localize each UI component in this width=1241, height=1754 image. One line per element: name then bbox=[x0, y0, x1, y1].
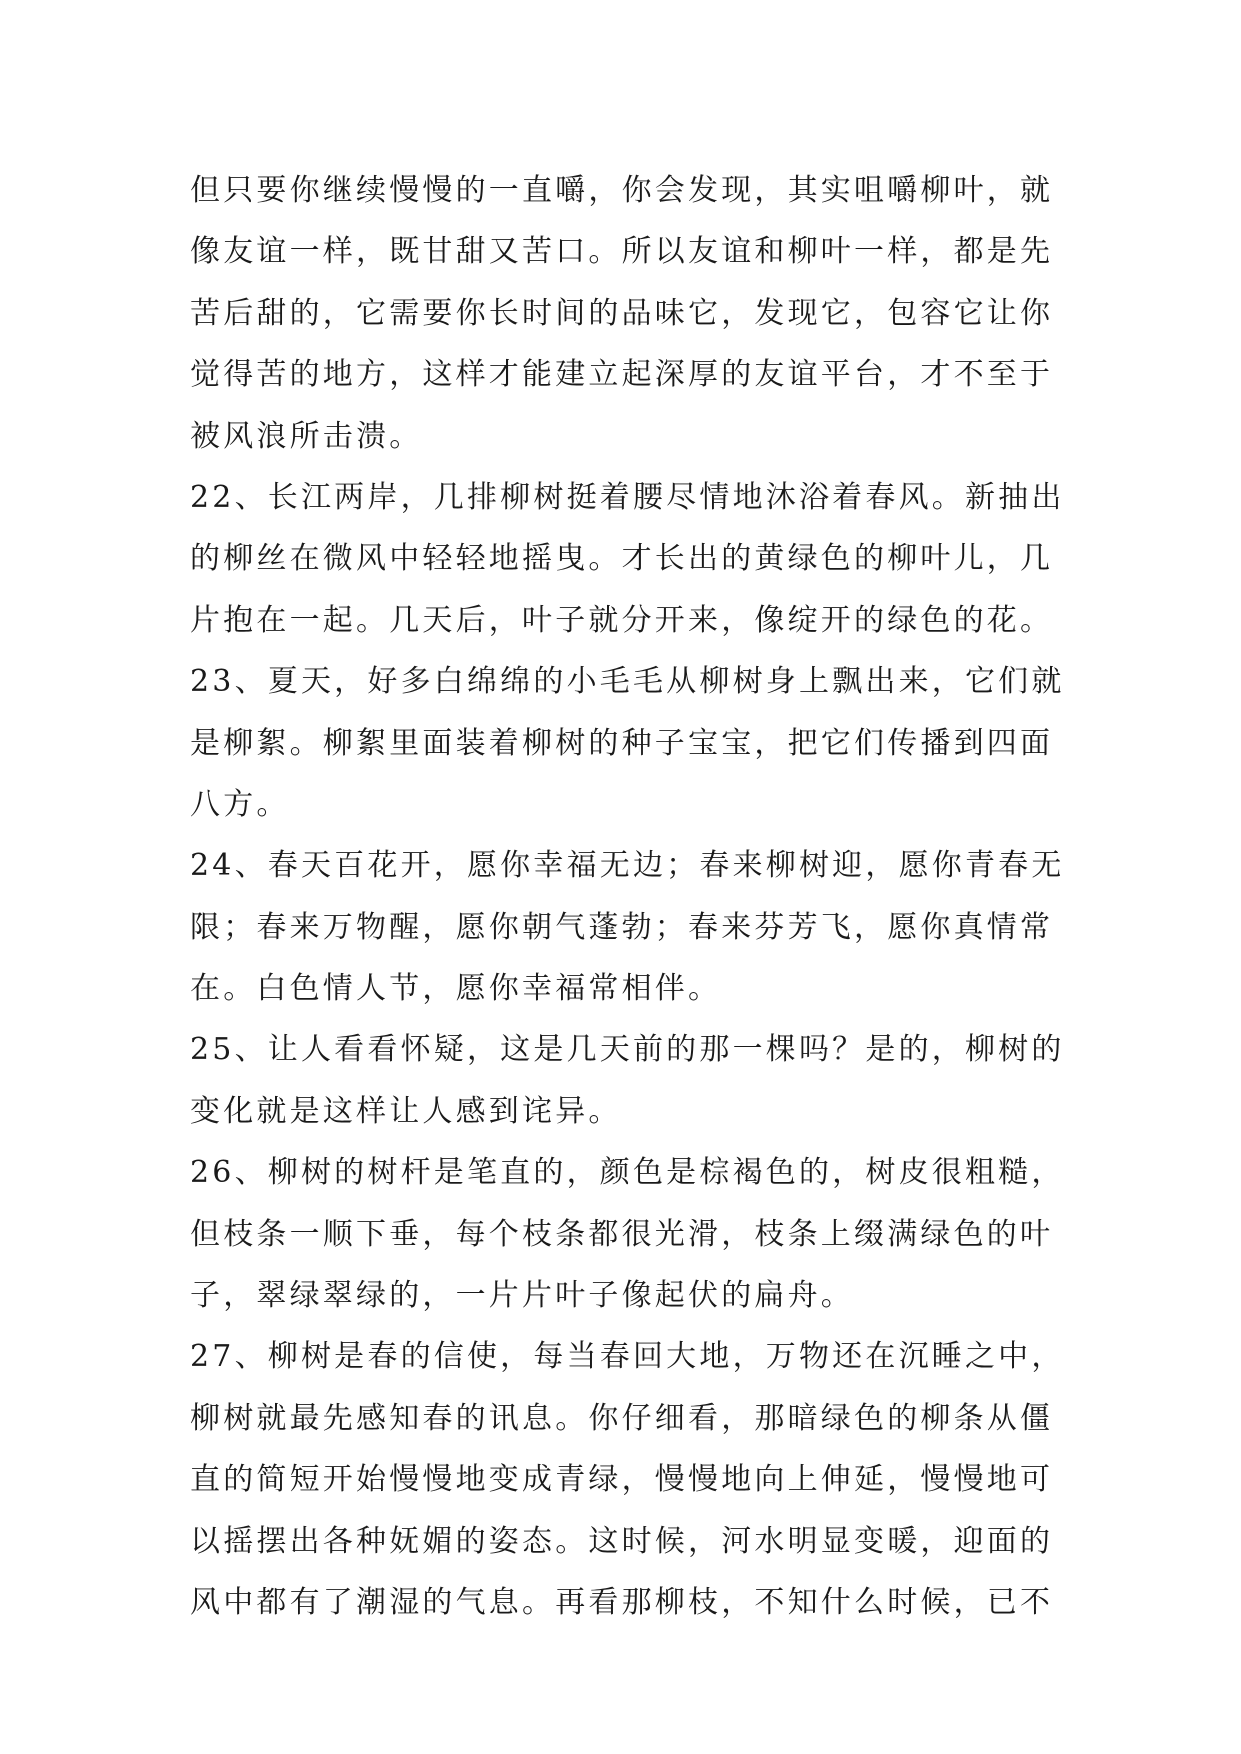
text-line: 但枝条一顺下垂，每个枝条都很光滑，枝条上缀满绿色的叶 bbox=[190, 1216, 1054, 1252]
text-line: 26、柳树的树杆是笔直的，颜色是棕褐色的，树皮很粗糙， bbox=[190, 1155, 1065, 1191]
text-line: 八方。 bbox=[190, 786, 290, 822]
text-line: 的柳丝在微风中轻轻地摇曳。才长出的黄绿色的柳叶儿，几 bbox=[190, 541, 1054, 577]
text-line: 苦后甜的，它需要你长时间的品味它，发现它，包容它让你 bbox=[190, 295, 1054, 331]
text-line: 子，翠绿翠绿的，一片片叶子像起伏的扁舟。 bbox=[190, 1278, 854, 1314]
text-line: 被风浪所击溃。 bbox=[190, 418, 423, 454]
text-line: 是柳絮。柳絮里面装着柳树的种子宝宝，把它们传播到四面 bbox=[190, 725, 1054, 761]
text-line: 在。白色情人节，愿你幸福常相伴。 bbox=[190, 971, 722, 1007]
text-line: 觉得苦的地方，这样才能建立起深厚的友谊平台，才不至于 bbox=[190, 357, 1054, 393]
text-line: 但只要你继续慢慢的一直嚼，你会发现，其实咀嚼柳叶，就 bbox=[190, 173, 1054, 208]
text-line: 柳树就最先感知春的讯息。你仔细看，那暗绿色的柳条从僵 bbox=[190, 1400, 1054, 1436]
text-line: 片抱在一起。几天后，叶子就分开来，像绽开的绿色的花。 bbox=[190, 602, 1054, 638]
text-line: 以摇摆出各种妩媚的姿态。这时候，河水明显变暖，迎面的 bbox=[190, 1523, 1054, 1559]
text-line: 22、长江两岸，几排柳树挺着腰尽情地沐浴着春风。新抽出 bbox=[190, 479, 1065, 515]
body-text bbox=[190, 160, 1070, 1633]
text-line: 像友谊一样，既甘甜又苦口。所以友谊和柳叶一样，都是先 bbox=[190, 234, 1054, 270]
text-line: 23、夏天，好多白绵绵的小毛毛从柳树身上飘出来，它们就 bbox=[190, 664, 1065, 700]
text-line: 风中都有了潮湿的气息。再看那柳枝，不知什么时候，已不 bbox=[190, 1584, 1054, 1620]
text-line: 限；春来万物醒，愿你朝气蓬勃；春来芬芳飞，愿你真情常 bbox=[190, 909, 1054, 945]
text-line: 24、春天百花开，愿你幸福无边；春来柳树迎，愿你青春无 bbox=[190, 848, 1065, 884]
text-line: 变化就是这样让人感到诧异。 bbox=[190, 1093, 622, 1129]
text-line: 25、让人看看怀疑，这是几天前的那一棵吗？是的，柳树的 bbox=[190, 1032, 1065, 1068]
text-line: 直的简短开始慢慢地变成青绿，慢慢地向上伸延，慢慢地可 bbox=[190, 1462, 1054, 1498]
text-line: 27、柳树是春的信使，每当春回大地，万物还在沉睡之中， bbox=[190, 1339, 1065, 1375]
